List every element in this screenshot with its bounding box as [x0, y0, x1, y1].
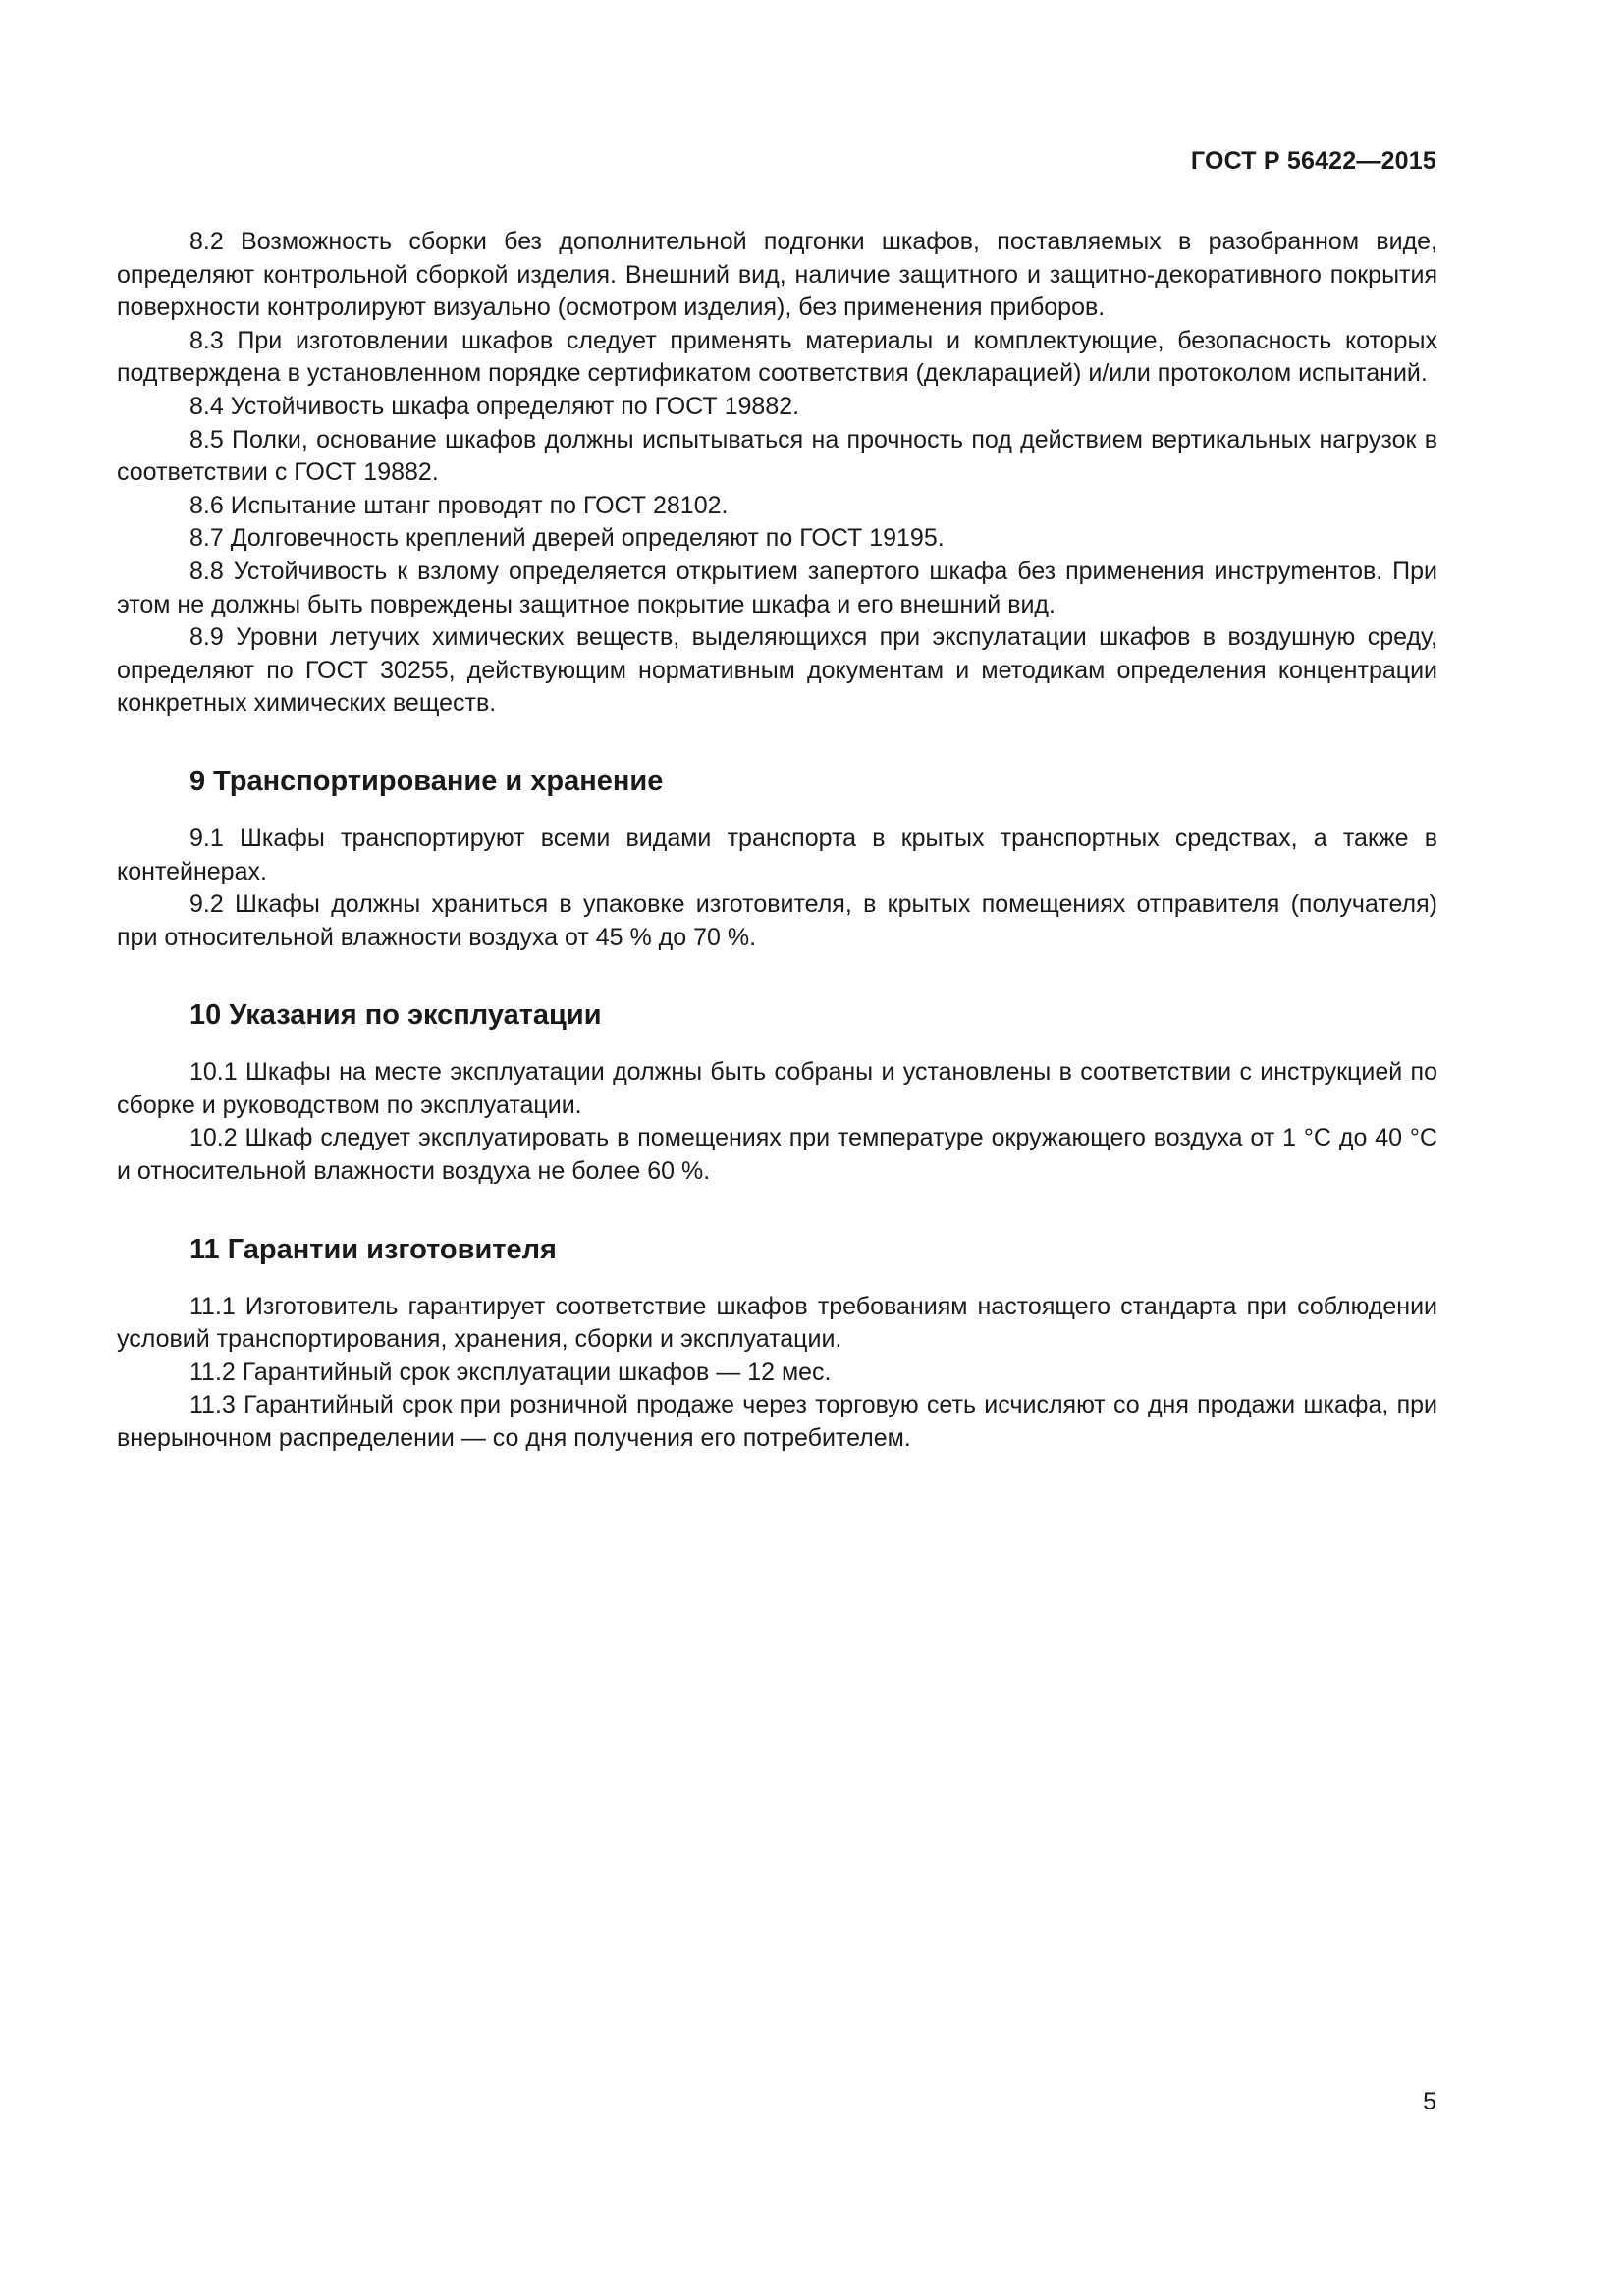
paragraph-8-5: 8.5 Полки, основание шкафов должны испытываться на прочность под действием вертикальных нагрузок в соответствии с ГОСТ 19882.: [117, 425, 1437, 487]
section-10-heading: 10 Указания по эксплуатации: [189, 999, 602, 1032]
document-code-header: ГОСТ Р 56422—2015: [1190, 147, 1436, 175]
paragraph-11-3: 11.3 Гарантийный срок при розничной продаже через торговую сеть исчисляют со дня продажи шкафа, при внерыночном распределении — со дня получения его потребителем.: [117, 1391, 1437, 1453]
paragraph-8-9: 8.9 Уровни летучих химических веществ, выделяющихся при экспулатации шкафов в воздушную среду, определяют по ГОСТ 30255, действующим нормативным документам и методикам определения концентрации конкретных химических веществ.: [117, 623, 1437, 718]
paragraph-9-1: 9.1 Шкафы транспортируют всеми видами транспорта в крытых транспортных средствах, а также в контейнерах.: [117, 824, 1437, 885]
paragraph-8-8: 8.8 Устойчивость к взлому определяется открытием запертого шкафа без применения инструmентов. При этом не должны быть повреждены защитное покрытие шкафа и его внешний вид.: [117, 557, 1437, 618]
paragraph-11-2: 11.2 Гарантийный срок эксплуатации шкафов — 12 мес.: [189, 1358, 832, 1386]
paragraph-9-2: 9.2 Шкафы должны храниться в упаковке изготовителя, в крытых помещениях отправителя (получателя) при относительной влажности воздуха от 45 % до 70 %.: [117, 890, 1437, 951]
paragraph-11-1: 11.1 Изготовитель гарантирует соответствие шкафов требованиям настоящего стандарта при соблюдении условий транспортирования, хранения, сборки и эксплуатации.: [117, 1292, 1437, 1354]
paragraph-8-7: 8.7 Долговечность креплений дверей определяют по ГОСТ 19195.: [189, 524, 945, 553]
paragraph-8-3: 8.3 При изготовлении шкафов следует применять материалы и комплектующие, безопасность которых подтверждена в установленном порядке сертификатом соответствия (декларацией) и/или протоколом испытаний.: [117, 326, 1437, 388]
paragraph-8-2: 8.2 Возможность сборки без дополнительной подгонки шкафов, поставляемых в разобранном виде, определяют контрольной сборкой изделия. Внешний вид, наличие защитного и защитно-декоративного покрытия поверхности контролируют визуально (осмотром изделия), без применения приборов.: [117, 228, 1437, 322]
section-11-heading: 11 Гарантии изготовителя: [189, 1233, 557, 1265]
section-9-heading: 9 Транспортирование и хранение: [189, 765, 664, 797]
page-number: 5: [1423, 2088, 1436, 2115]
paragraph-8-4: 8.4 Устойчивость шкафа определяют по ГОСТ 19882.: [189, 392, 800, 420]
paragraph-10-1: 10.1 Шкафы на месте эксплуатации должны быть собраны и установлены в соответствии с инструкцией по сборке и руководством по эксплуатации.: [117, 1058, 1437, 1119]
paragraph-10-2: 10.2 Шкаф следует эксплуатировать в помещениях при температуре окружающего воздуха от 1 °С до 40 °С и относительной влажности воздуха не более 60 %.: [117, 1124, 1437, 1186]
paragraph-8-6: 8.6 Испытание штанг проводят по ГОСТ 28102.: [189, 491, 729, 519]
document-body: [117, 226, 1437, 1456]
